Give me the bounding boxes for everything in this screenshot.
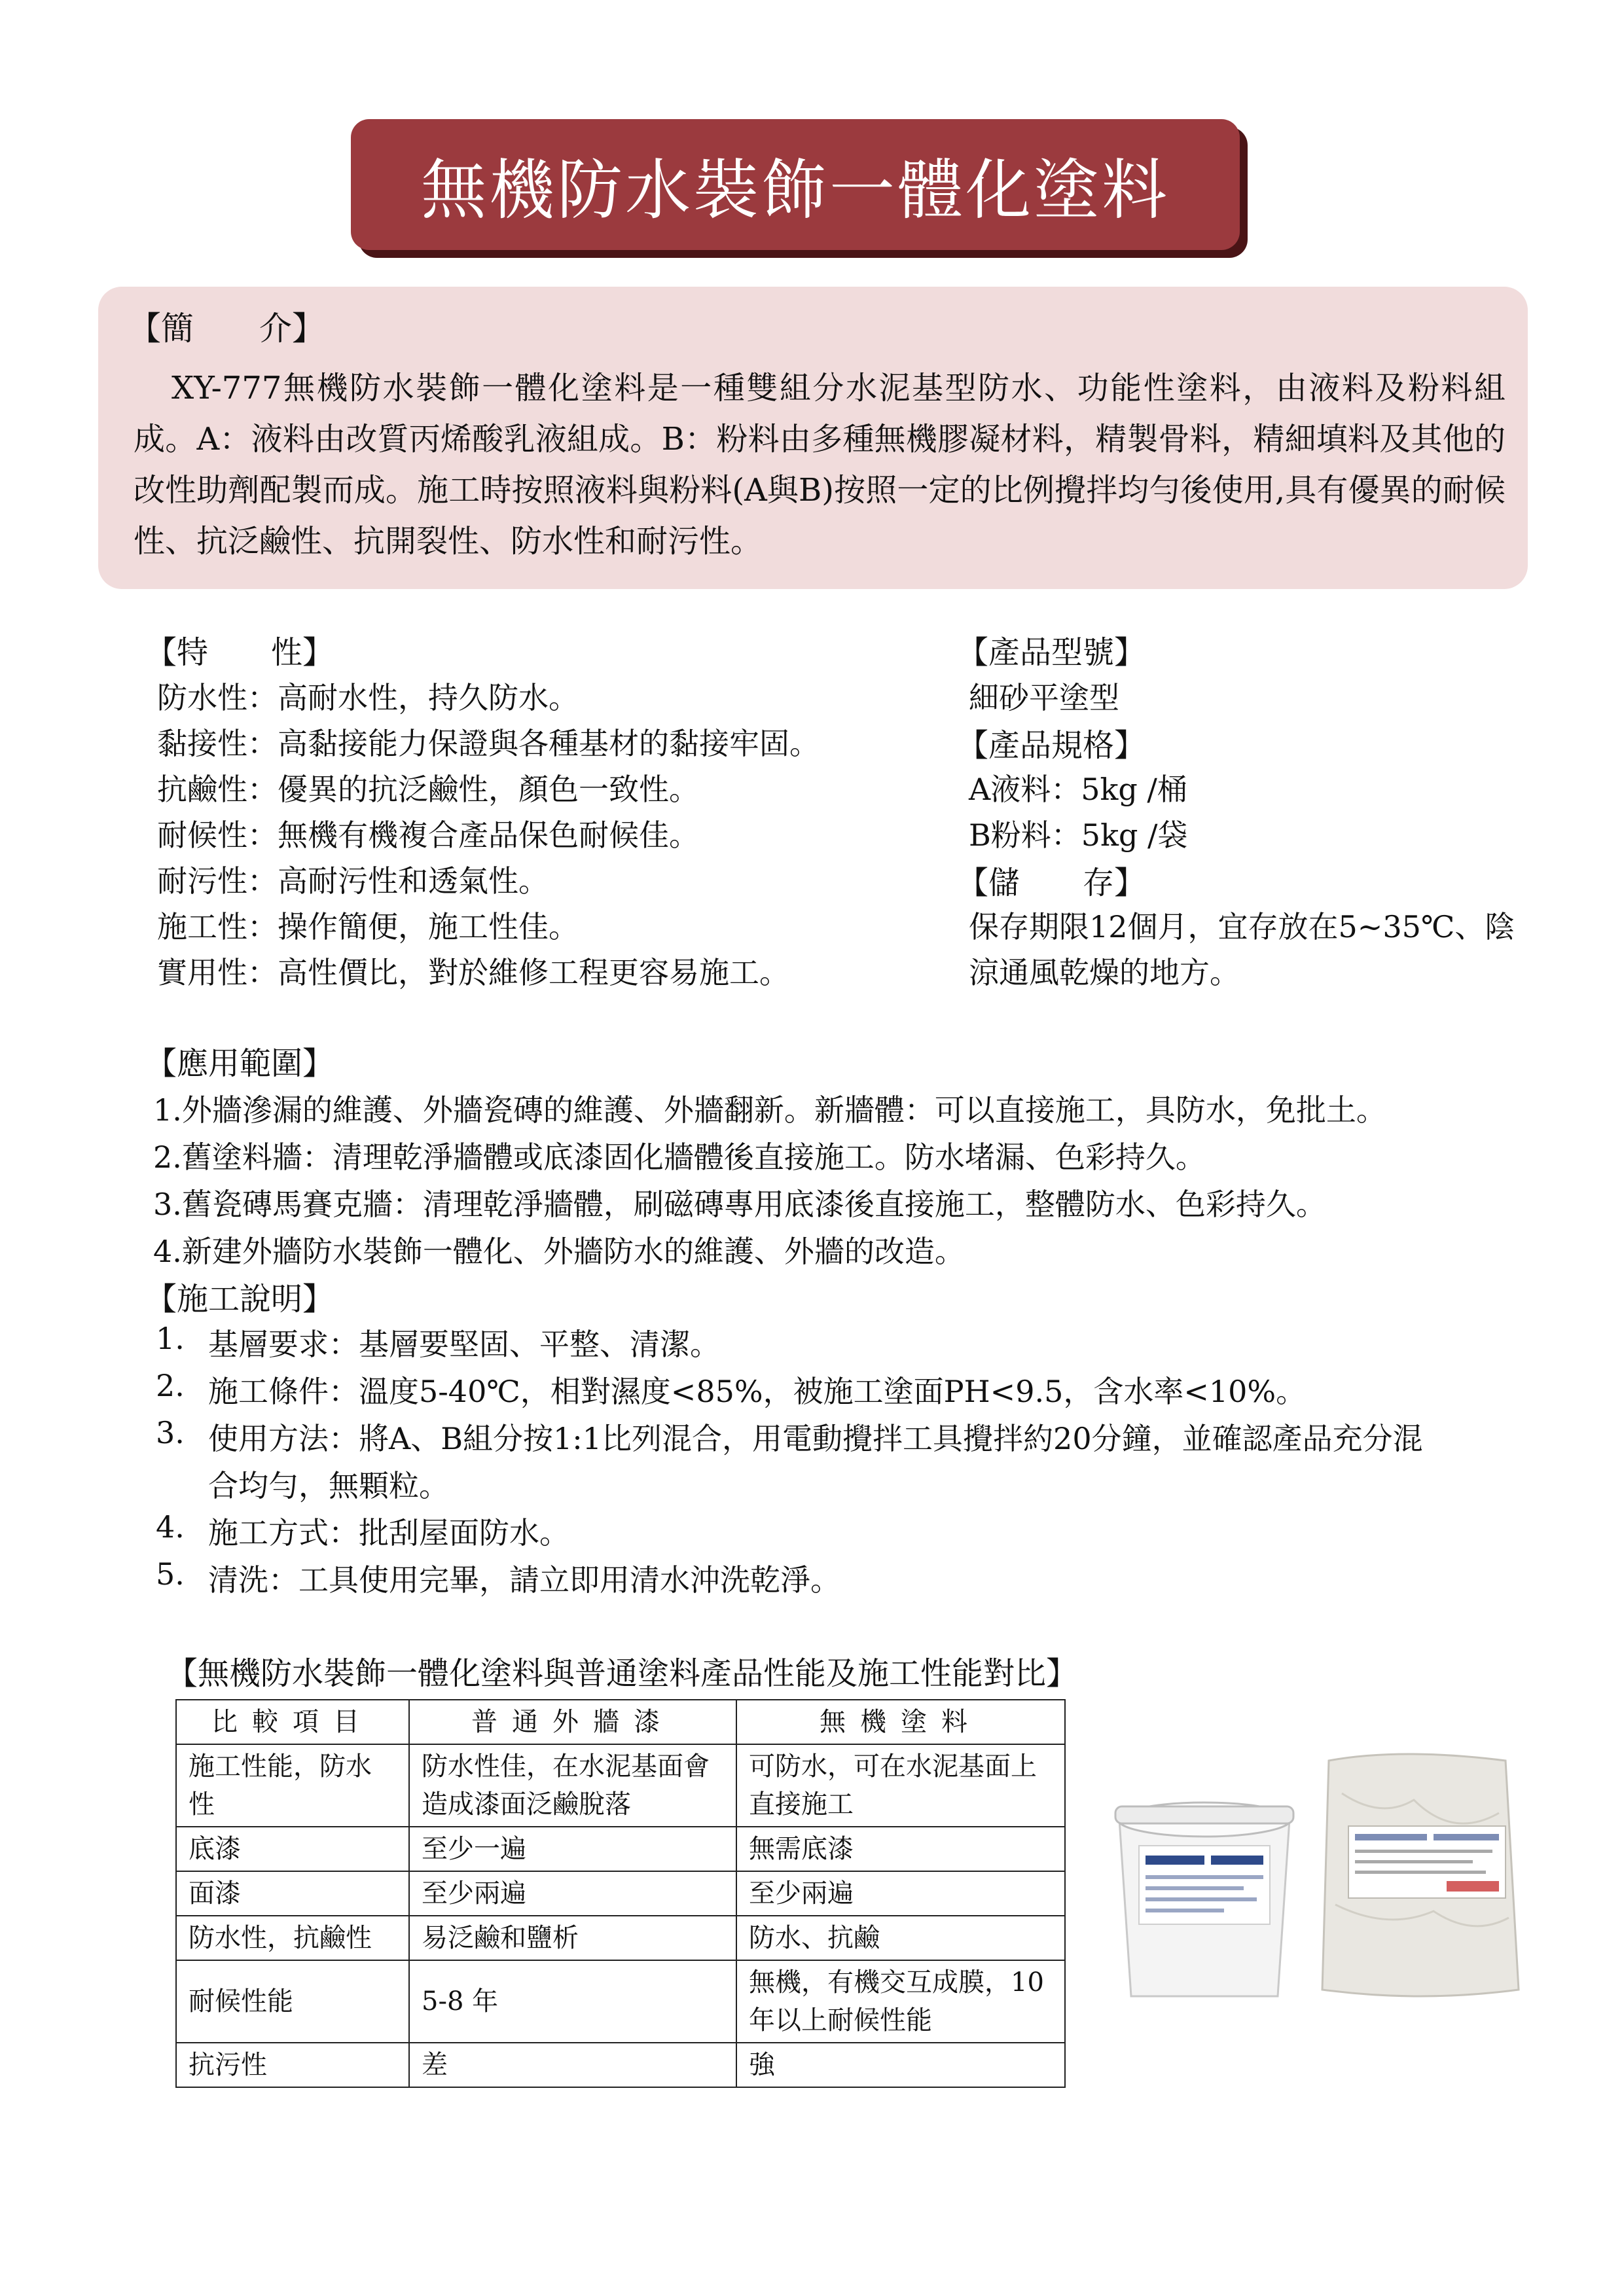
construction-item: 施工條件：溫度5-40℃，相對濕度<85%，被施工塗面PH<9.5，含水率<10%。 — [208, 1374, 1307, 1409]
construction-item: 清洗：工具使用完畢，請立即用清水沖洗乾淨。 — [208, 1562, 840, 1598]
table-row — [176, 1960, 1065, 2043]
construction-num: 1. — [156, 1321, 185, 1356]
table-cell: 底漆 — [176, 1827, 409, 1871]
table-cell: 至少一遍 — [409, 1827, 736, 1871]
product-spec-b: B粉料：5kg /袋 — [969, 817, 1188, 853]
intro-heading: 【簡 介】 — [128, 310, 325, 348]
title-banner — [351, 119, 1240, 250]
table-cell: 差 — [409, 2043, 736, 2087]
bucket-illustration — [1115, 1803, 1293, 1996]
table-cell: 無需底漆 — [736, 1827, 1065, 1871]
application-item: 2.舊塗料牆：清理乾淨牆體或底漆固化牆體後直接施工。防水堵漏、色彩持久。 — [153, 1139, 1206, 1175]
storage-text: 保存期限12個月，宜存放在5~35℃、陰 — [969, 909, 1515, 944]
storage-heading: 【儲 存】 — [957, 865, 1146, 901]
table-cell: 抗污性 — [176, 2043, 409, 2087]
application-item: 1.外牆滲漏的維護、外牆瓷磚的維護、外牆翻新。新牆體：可以直接施工，具防水，免批土。 — [153, 1092, 1386, 1128]
features-heading: 【特 性】 — [145, 634, 334, 671]
comparison-table — [175, 1699, 1066, 2088]
table-row — [176, 1871, 1065, 1916]
application-item: 4.新建外牆防水裝飾一體化、外牆防水的維護、外牆的改造。 — [153, 1234, 965, 1269]
construction-heading: 【施工說明】 — [145, 1281, 334, 1318]
construction-num: 5. — [156, 1556, 185, 1592]
page-title: 無機防水裝飾一體化塗料 — [421, 152, 1170, 228]
table-cell: 無機，有機交互成膜，10 年以上耐候性能 — [736, 1960, 1065, 2043]
table-header-row — [176, 1700, 1065, 1744]
table-cell: 強 — [736, 2043, 1065, 2087]
powder-bag-illustration — [1322, 1754, 1519, 1996]
table-cell: 至少兩遍 — [736, 1871, 1065, 1916]
table-cell: 施工性能，防水性 — [176, 1744, 409, 1827]
feature-item: 實用性：高性價比，對於維修工程更容易施工。 — [157, 955, 789, 990]
table-cell: 易泛鹼和鹽析 — [409, 1916, 736, 1960]
product-spec-a: A液料：5kg /桶 — [969, 772, 1187, 807]
table-cell: 防水、抗鹼 — [736, 1916, 1065, 1960]
product-photo — [1106, 1741, 1525, 2003]
construction-item: 基層要求：基層要堅固、平整、清潔。 — [208, 1327, 720, 1362]
intro-body: XY-777無機防水裝飾一體化塗料是一種雙組分水泥基型防水、功能性塗料，由液料及粉料組成。A：液料由改質丙烯酸乳液組成。B：粉料由多種無機膠凝材料，精製骨料，精細填料及其他的改性助劑配製而成。施工時按照液料與粉料(A與B)按照一定的比例攪拌均勻後使用,具有優異的耐候性、抗泛鹼性、抗開裂性、防水性和耐污性。 — [134, 370, 1506, 560]
column-header: 無機塗料 — [736, 1700, 1065, 1744]
storage-text: 涼通風乾燥的地方。 — [969, 955, 1240, 990]
column-header: 普通外牆漆 — [409, 1700, 736, 1744]
feature-item: 耐污性：高耐污性和透氣性。 — [157, 863, 549, 899]
table-row — [176, 1916, 1065, 1960]
table-cell: 防水性，抗鹼性 — [176, 1916, 409, 1960]
construction-item-continued: 合均勻，無顆粒。 — [208, 1468, 449, 1503]
table-cell: 防水性佳，在水泥基面會造成漆面泛鹼脫落 — [409, 1744, 736, 1827]
table-cell: 耐候性能 — [176, 1960, 409, 2043]
construction-item: 施工方式：批刮屋面防水。 — [208, 1515, 569, 1551]
application-item: 3.舊瓷磚馬賽克牆：清理乾淨牆體，刷磁磚專用底漆後直接施工，整體防水、色彩持久。 — [153, 1187, 1326, 1222]
feature-item: 防水性：高耐水性，持久防水。 — [157, 680, 579, 715]
table-cell: 可防水，可在水泥基面上直接施工 — [736, 1744, 1065, 1827]
table-cell: 至少兩遍 — [409, 1871, 736, 1916]
table-row — [176, 1744, 1065, 1827]
construction-item: 使用方法：將A、B組分按1:1比列混合，用電動攪拌工具攪拌約20分鐘，並確認產品充分混 — [208, 1421, 1423, 1456]
table-row — [176, 1827, 1065, 1871]
table-row — [176, 2043, 1065, 2087]
product-spec-heading: 【產品規格】 — [957, 727, 1146, 764]
application-heading: 【應用範圍】 — [145, 1045, 334, 1082]
product-model-heading: 【產品型號】 — [957, 634, 1146, 671]
table-cell: 5-8 年 — [409, 1960, 736, 2043]
construction-num: 3. — [156, 1415, 185, 1450]
comparison-heading: 【無機防水裝飾一體化塗料與普通塗料產品性能及施工性能對比】 — [166, 1655, 1078, 1692]
construction-num: 4. — [156, 1509, 185, 1545]
table-cell: 面漆 — [176, 1871, 409, 1916]
product-model: 細砂平塗型 — [969, 680, 1119, 715]
feature-item: 黏接性：高黏接能力保證與各種基材的黏接牢固。 — [157, 726, 820, 761]
feature-item: 抗鹼性：優異的抗泛鹼性，顏色一致性。 — [157, 772, 699, 807]
feature-item: 施工性：操作簡便，施工性佳。 — [157, 909, 579, 944]
feature-item: 耐候性：無機有機複合產品保色耐候佳。 — [157, 817, 699, 853]
construction-num: 2. — [156, 1368, 185, 1403]
column-header: 比較項目 — [176, 1700, 409, 1744]
